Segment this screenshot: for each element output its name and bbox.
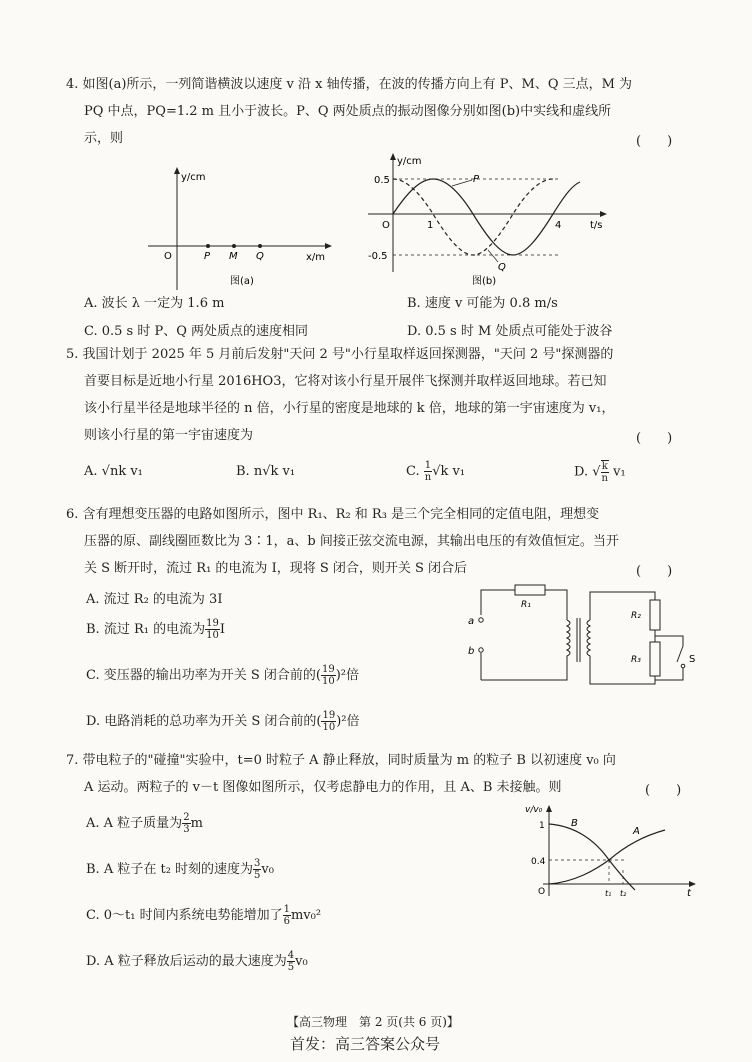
fig-a-point-q <box>258 244 262 248</box>
q5-option-b <box>236 464 295 479</box>
q5-a-math: √nk v₁ <box>101 464 143 479</box>
fig-a-m-label: M <box>229 251 238 262</box>
q4-answer-paren: ( ) <box>636 134 673 149</box>
q6-option-d <box>86 710 360 733</box>
q7-c-den: 6 <box>283 916 290 927</box>
q5-d-fraction <box>601 460 609 484</box>
q5-c-num: 1 <box>424 460 432 471</box>
q7-d-num: 4 <box>287 950 295 961</box>
q7-d-fraction <box>287 950 295 973</box>
q4-option-d: D. 0.5 s 时 M 处质点可能处于波谷 <box>407 324 613 339</box>
vt-y-label: v/v₀ <box>525 805 543 815</box>
fig-b-q-label: Q <box>498 262 506 273</box>
q6-stem-line-1: 6. 含有理想变压器的电路如图所示，图中 R₁、R₂ 和 R₃ 是三个完全相同的定值电阻，理想变 <box>66 507 600 522</box>
q7-c-pre: C. 0～t₁ 时间内系统电势能增加了 <box>86 908 283 923</box>
fig-b-x-label: t/s <box>590 220 603 231</box>
q7-a-post: m <box>190 816 203 831</box>
q7-d-den: 5 <box>287 962 295 973</box>
q4-figure-b <box>360 152 620 292</box>
q6-b-fraction <box>205 618 220 641</box>
q6-option-c <box>86 664 359 687</box>
secondary-coil <box>587 620 590 660</box>
q5-d-post: v₁ <box>613 464 626 480</box>
fig-a-x-label: x/m <box>306 252 326 263</box>
q7-option-d <box>86 950 308 973</box>
q5-a-letter: A. <box>84 464 102 479</box>
q6-c-post: )²倍 <box>335 668 360 683</box>
circuit-r1-label: R₁ <box>521 600 531 610</box>
q6-option-b <box>86 618 225 641</box>
q4-stem-line-3: 示，则 <box>84 131 124 146</box>
q5-stem-line-4: 则该小行星的第一宇宙速度为 <box>84 428 254 443</box>
q5-d-num: k <box>601 461 608 472</box>
q5-stem-line-3: 该小行星半径是地球半径的 n 倍，小行星的密度是地球的 k 倍，地球的第一宇宙速度为 v₁， <box>84 401 615 416</box>
q4-figure-a <box>140 160 340 295</box>
q7-d-pre: D. A 粒子释放后运动的最大速度为 <box>86 954 287 969</box>
fig-a-y-label: y/cm <box>181 172 206 183</box>
q7-answer-paren: ( ) <box>645 783 682 798</box>
fig-b-neg-label: -0.5 <box>368 251 388 262</box>
q6-c-fraction <box>321 664 336 687</box>
q6-c-den: 10 <box>322 676 335 687</box>
q7-b-pre: B. A 粒子在 t₂ 时刻的速度为 <box>86 862 254 877</box>
q6-b-den: 10 <box>206 630 219 641</box>
resistor-r2 <box>650 600 660 630</box>
q6-d-num: 19 <box>322 710 336 721</box>
fig-a-point-p <box>206 244 210 248</box>
vt-b-label: B <box>571 818 578 829</box>
fig-b-curve-q <box>393 179 553 255</box>
q7-c-num: 1 <box>283 904 290 915</box>
terminal-b <box>479 648 483 652</box>
q4-option-c: C. 0.5 s 时 P、Q 两处质点的速度相同 <box>84 324 309 339</box>
q5-c-math: √k v₁ <box>432 464 466 479</box>
q6-stem-line-2: 压器的原、副线圈匝数比为 3∶1，a、b 间接正弦交流电源，其输出电压的有效值恒定。当开 <box>84 534 619 549</box>
fig-b-p-label: P <box>473 174 480 185</box>
vt-t2-label: t₂ <box>620 889 627 898</box>
vt-a-label: A <box>633 826 640 837</box>
q5-c-fraction <box>424 460 432 483</box>
q6-answer-paren: ( ) <box>636 564 673 579</box>
q7-a-fraction <box>182 812 190 835</box>
q6-circuit-diagram <box>455 580 705 690</box>
q7-option-a <box>86 812 203 835</box>
terminal-a <box>479 618 483 622</box>
fig-b-curve-p <box>393 179 580 255</box>
switch-s <box>677 646 683 662</box>
vt-x-label: t <box>687 888 691 899</box>
fig-a-p-label: P <box>204 251 211 262</box>
source-watermark: 首发：高三答案公众号 <box>290 1035 441 1053</box>
q5-d-den: n <box>601 473 608 484</box>
fig-b-caption: 图(b) <box>472 276 497 287</box>
circuit-s-label: S <box>689 654 696 665</box>
circuit-r3-label: R₃ <box>631 655 641 665</box>
q7-d-post: v₀ <box>295 954 308 969</box>
fig-a-q-label: Q <box>256 251 264 262</box>
q7-c-fraction <box>283 904 291 927</box>
resistor-r1 <box>515 585 545 595</box>
circuit-b-label: b <box>468 646 475 657</box>
fig-a-caption: 图(a) <box>230 276 254 287</box>
q7-c-post: mv₀² <box>290 908 322 923</box>
fig-a-point-m <box>232 244 236 248</box>
q5-b-letter: B. <box>236 464 254 479</box>
q7-b-post: v₀ <box>261 862 274 877</box>
q5-option-c <box>406 460 465 483</box>
vt-origin: O <box>538 887 546 897</box>
q5-option-a <box>84 464 143 479</box>
q5-stem-line-2: 首要目标是近地小行星 2016HO3，它将对该小行星开展伴飞探测并取样返回地球。若已知 <box>84 374 607 389</box>
fig-b-pos-label: 0.5 <box>374 175 390 186</box>
q7-a-pre: A. A 粒子质量为 <box>86 816 183 831</box>
q7-option-b <box>86 858 274 881</box>
q6-option-a: A. 流过 R₂ 的电流为 3I <box>86 592 223 607</box>
q4-option-a: A. 波长 λ 一定为 1.6 m <box>84 296 225 311</box>
fig-b-y-label: y/cm <box>397 156 422 167</box>
q7-a-den: 3 <box>183 824 190 835</box>
q6-b-post: I <box>219 622 225 637</box>
circuit-a-label: a <box>468 616 475 627</box>
circuit-r2-label: R₂ <box>631 611 641 621</box>
q6-stem-line-3: 关 S 断开时，流过 R₁ 的电流为 I，现将 S 闭合，则开关 S 闭合后 <box>84 561 468 576</box>
vt-level-label: 0.4 <box>531 857 546 867</box>
fig-a-origin: O <box>164 251 172 262</box>
fig-b-t1: 1 <box>427 220 434 231</box>
fig-b-t4: 4 <box>555 220 562 231</box>
q7-b-den: 5 <box>254 870 261 881</box>
resistor-r3 <box>650 642 660 676</box>
q5-b-math: n√k v₁ <box>253 464 296 479</box>
q7-b-num: 3 <box>254 858 261 869</box>
q6-d-post: )²倍 <box>336 714 360 729</box>
q6-b-pre: B. 流过 R₁ 的电流为 <box>86 622 206 637</box>
fig-b-origin: O <box>382 220 390 231</box>
q5-c-letter: C. <box>406 464 424 479</box>
vt-t1-label: t₁ <box>605 889 612 898</box>
q4-option-b: B. 速度 v 可能为 0.8 m/s <box>407 296 558 311</box>
q4-stem-line-1: 4. 如图(a)所示，一列简谐横波以速度 v 沿 x 轴传播，在波的传播方向上有 P、M、Q 三点，M 为 <box>66 77 633 92</box>
q5-option-d: D. √ $\frac{k}{n}$ v₁ <box>574 461 626 484</box>
q6-c-pre: C. 变压器的输出功率为开关 S 闭合前的( <box>86 668 321 683</box>
q7-stem-line-2: A 运动。两粒子的 v－t 图像如图所示，仅考虑静电力的作用，且 A、B 未接触。则 <box>84 780 562 795</box>
q7-a-num: 2 <box>183 812 190 823</box>
q6-d-den: 10 <box>322 722 336 733</box>
q5-stem-line-1: 5. 我国计划于 2025 年 5 月前后发射"天问 2 号"小行星取样返回探测器，"天问 2 号"探测器的 <box>66 347 614 362</box>
q7-option-c <box>86 904 321 927</box>
q6-d-fraction <box>321 710 336 733</box>
q4-stem-line-2: PQ 中点，PQ=1.2 m 且小于波长。P、Q 两处质点的振动图像分别如图(b)中实线和虚线所 <box>84 104 612 119</box>
q6-d-pre: D. 电路消耗的总功率为开关 S 闭合前的( <box>86 714 322 729</box>
q6-c-num: 19 <box>322 664 335 675</box>
q7-stem-line-1: 7. 带电粒子的"碰撞"实验中，t=0 时粒子 A 静止释放，同时质量为 m 的粒子 B 以初速度 v₀ 向 <box>66 753 616 768</box>
q7-vt-graph <box>525 800 705 900</box>
vt-one-label: 1 <box>539 821 545 831</box>
q5-c-den: n <box>424 472 432 483</box>
q5-answer-paren: ( ) <box>636 431 673 446</box>
q6-b-num: 19 <box>206 618 219 629</box>
primary-coil <box>567 620 570 660</box>
vt-curve-b <box>549 824 635 890</box>
page-footer: 【高三物理 第 2 页(共 6 页)】 <box>287 1015 459 1029</box>
q5-d-letter: D. <box>574 464 593 480</box>
